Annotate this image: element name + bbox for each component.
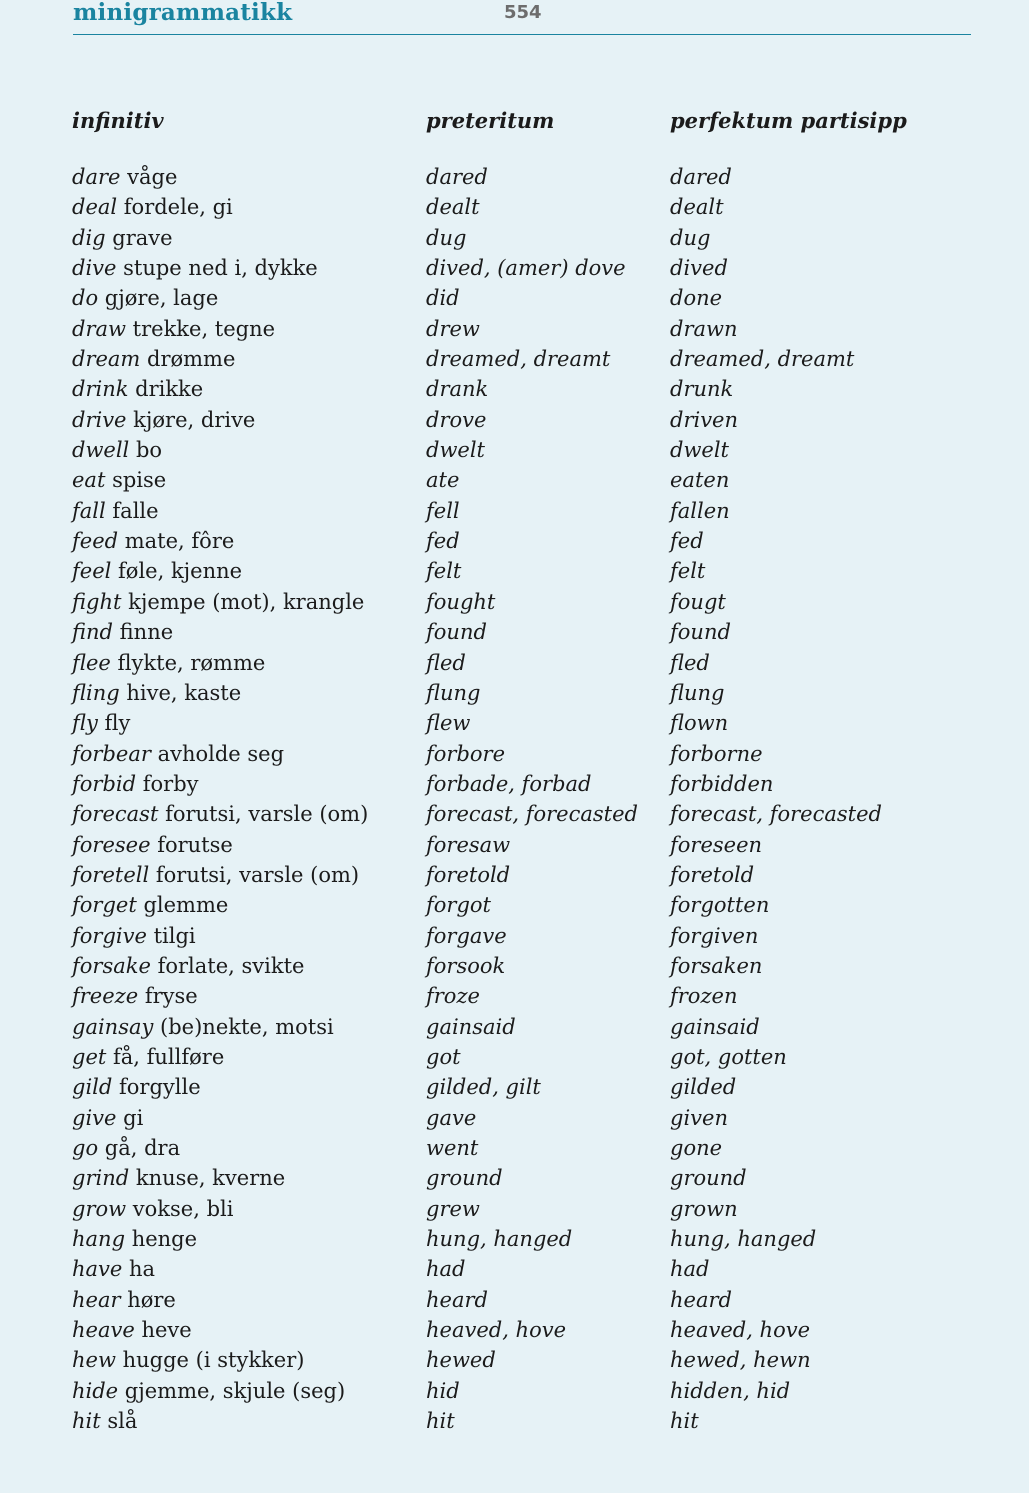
participle-cell: fed — [670, 529, 704, 554]
preterite-cell: dug — [426, 225, 467, 250]
table-row — [72, 799, 972, 829]
verb-word: grow — [72, 1196, 127, 1221]
verb-meaning: gjøre, lage — [98, 286, 219, 311]
verb-word: get — [72, 1044, 107, 1069]
preterite-cell: heard — [426, 1287, 488, 1312]
verb-word: hit — [72, 1409, 101, 1434]
infinitive-cell — [72, 556, 242, 586]
preterite-cell: hung, hanged — [426, 1227, 573, 1252]
column-header-preterite: preteritum — [426, 108, 555, 133]
participle-cell: had — [670, 1257, 710, 1282]
infinitive-cell — [72, 739, 284, 769]
column-header-infinitive: infinitiv — [72, 108, 164, 133]
table-row — [72, 1406, 972, 1436]
participle-cell: dreamed, dreamt — [670, 347, 855, 372]
preterite-cell: dealt — [426, 195, 480, 220]
infinitive-cell — [72, 678, 241, 708]
table-row — [72, 1345, 972, 1375]
table-row — [72, 981, 972, 1011]
infinitive-cell — [72, 587, 364, 617]
verb-word: forecast — [72, 802, 159, 827]
preterite-cell: forgave — [426, 923, 507, 948]
verb-meaning: forutsi, varsle (om) — [158, 802, 369, 827]
verb-word: dream — [72, 347, 141, 372]
table-row — [72, 374, 972, 404]
verb-meaning: fly — [97, 711, 131, 736]
verb-meaning: forlate, svikte — [150, 953, 305, 978]
infinitive-cell — [72, 283, 218, 313]
infinitive-cell — [72, 830, 233, 860]
participle-cell: found — [670, 620, 731, 645]
verb-meaning: kjøre, drive — [126, 407, 256, 432]
infinitive-cell — [72, 344, 235, 374]
verb-meaning: glemme — [136, 893, 229, 918]
page-number: 554 — [504, 2, 542, 23]
table-row — [72, 162, 972, 192]
verb-word: have — [72, 1257, 123, 1282]
verb-meaning: kjempe (mot), krangle — [121, 589, 365, 614]
verb-meaning: (be)nekte, motsi — [153, 1014, 334, 1039]
verb-meaning: hugge (i stykker) — [115, 1348, 305, 1373]
participle-cell: heard — [670, 1287, 732, 1312]
participle-cell: drunk — [670, 377, 734, 402]
participle-cell: dealt — [670, 195, 724, 220]
table-row — [72, 496, 972, 526]
verb-meaning: fryse — [138, 984, 198, 1009]
section-title: minigrammatikk — [73, 0, 293, 26]
infinitive-cell — [72, 617, 173, 647]
verb-word: dwell — [72, 438, 130, 463]
preterite-cell: fought — [426, 589, 496, 614]
verb-word: fling — [72, 680, 120, 705]
table-row — [72, 1072, 972, 1102]
participle-cell: frozen — [670, 984, 738, 1009]
infinitive-cell — [72, 1012, 334, 1042]
verb-meaning: henge — [125, 1227, 198, 1252]
table-row — [72, 951, 972, 981]
table-row — [72, 739, 972, 769]
preterite-cell: ate — [426, 468, 460, 493]
infinitive-cell — [72, 1224, 197, 1254]
infinitive-cell — [72, 162, 177, 192]
preterite-cell: flew — [426, 711, 471, 736]
verb-meaning: finne — [112, 620, 174, 645]
table-row — [72, 1376, 972, 1406]
preterite-cell: foretold — [426, 862, 511, 887]
verb-meaning: avholde seg — [150, 741, 285, 766]
infinitive-cell — [72, 860, 359, 890]
verb-word: heave — [72, 1318, 135, 1343]
participle-cell: flown — [670, 711, 729, 736]
infinitive-cell — [72, 253, 318, 283]
infinitive-cell — [72, 405, 255, 435]
preterite-cell: froze — [426, 984, 480, 1009]
verb-word: fight — [72, 589, 122, 614]
preterite-cell: dreamed, dreamt — [426, 347, 611, 372]
verb-meaning: falle — [105, 498, 159, 523]
preterite-cell: went — [426, 1136, 479, 1160]
participle-cell: fled — [670, 650, 710, 675]
preterite-cell: did — [426, 286, 460, 311]
verb-meaning: hive, kaste — [119, 680, 242, 705]
verb-meaning: bo — [129, 438, 163, 463]
preterite-cell: ground — [426, 1166, 503, 1191]
participle-cell: hewed, hewn — [670, 1348, 811, 1373]
infinitive-cell — [72, 1163, 285, 1193]
infinitive-cell — [72, 1072, 201, 1102]
participle-cell: dived — [670, 256, 728, 281]
verb-meaning: ha — [122, 1257, 156, 1282]
participle-cell: fougt — [670, 589, 726, 614]
table-row — [72, 1194, 972, 1224]
table-row — [72, 1042, 972, 1072]
preterite-cell: drew — [426, 316, 480, 341]
table-row — [72, 587, 972, 617]
participle-cell: forsaken — [670, 953, 763, 978]
preterite-cell: gilded, gilt — [426, 1075, 541, 1100]
participle-cell: forbidden — [670, 771, 774, 796]
verb-meaning: fordele, gi — [117, 195, 233, 220]
verb-meaning: knuse, kverne — [129, 1166, 286, 1191]
table-row — [72, 1012, 972, 1042]
infinitive-cell — [72, 1285, 176, 1315]
verb-word: do — [72, 286, 99, 311]
infinitive-cell — [72, 1254, 155, 1284]
infinitive-cell — [72, 1194, 233, 1224]
participle-cell: eaten — [670, 468, 730, 493]
verb-meaning: tilgi — [146, 923, 196, 948]
verb-meaning: spise — [105, 468, 167, 493]
preterite-cell: hewed — [426, 1348, 496, 1373]
table-row — [72, 830, 972, 860]
infinitive-cell — [72, 648, 265, 678]
verb-word: feed — [72, 529, 119, 554]
infinitive-cell — [72, 708, 130, 738]
verb-word: forbear — [72, 741, 151, 766]
infinitive-cell — [72, 1103, 143, 1133]
infinitive-cell — [72, 1345, 304, 1375]
table-row — [72, 921, 972, 951]
verb-meaning: drømme — [140, 347, 236, 372]
table-row — [72, 678, 972, 708]
participle-cell: forgiven — [670, 923, 759, 948]
participle-cell: felt — [670, 559, 706, 584]
table-row — [72, 253, 972, 283]
preterite-cell: gave — [426, 1105, 477, 1130]
table-row — [72, 1315, 972, 1345]
participle-cell: flung — [670, 680, 725, 705]
infinitive-cell — [72, 314, 275, 344]
preterite-cell: fed — [426, 529, 460, 554]
verb-meaning: gi — [116, 1105, 144, 1130]
table-row — [72, 435, 972, 465]
table-row — [72, 405, 972, 435]
verb-word: feel — [72, 559, 112, 584]
table-row — [72, 708, 972, 738]
verb-word: dare — [72, 165, 121, 189]
verb-word: flee — [72, 650, 111, 675]
verb-word: forsake — [72, 953, 151, 978]
column-header-participle: perfektum partisipp — [670, 108, 907, 133]
participle-cell: done — [670, 286, 723, 311]
table-row — [72, 617, 972, 647]
participle-cell: gainsaid — [670, 1014, 760, 1039]
verb-word: foresee — [72, 832, 151, 857]
verb-word: forget — [72, 893, 137, 918]
verb-word: grind — [72, 1166, 130, 1191]
participle-cell: gone — [670, 1136, 723, 1160]
infinitive-cell — [72, 465, 166, 495]
verb-word: drive — [72, 407, 127, 432]
table-row — [72, 1163, 972, 1193]
infinitive-cell — [72, 1376, 345, 1406]
infinitive-cell — [72, 1133, 180, 1163]
table-row — [72, 860, 972, 890]
table-row — [72, 192, 972, 222]
participle-cell: fallen — [670, 498, 730, 523]
verb-meaning: få, fullføre — [106, 1044, 225, 1069]
verb-word: dig — [72, 225, 106, 250]
verb-word: deal — [72, 195, 118, 220]
verb-meaning: heve — [134, 1318, 192, 1343]
participle-cell: foreseen — [670, 832, 763, 857]
participle-cell: dwelt — [670, 438, 730, 463]
table-row — [72, 648, 972, 678]
infinitive-cell — [72, 1042, 224, 1072]
verb-meaning: føle, kjenne — [111, 559, 243, 584]
infinitive-cell — [72, 435, 162, 465]
infinitive-cell — [72, 981, 198, 1011]
preterite-cell: forgot — [426, 893, 491, 918]
participle-cell: hit — [670, 1409, 699, 1434]
verb-word: dive — [72, 256, 117, 281]
verb-word: forbid — [72, 771, 137, 796]
verb-word: forgive — [72, 923, 147, 948]
participle-cell: heaved, hove — [670, 1318, 811, 1343]
participle-cell: driven — [670, 407, 739, 432]
verb-meaning: mate, fôre — [118, 529, 235, 554]
verb-meaning: forgylle — [112, 1075, 201, 1100]
preterite-cell: hid — [426, 1378, 460, 1403]
participle-cell: hidden, hid — [670, 1378, 791, 1403]
verb-meaning: høre — [120, 1287, 176, 1312]
preterite-cell: had — [426, 1257, 466, 1282]
preterite-cell: fell — [426, 498, 460, 523]
verb-word: hew — [72, 1348, 116, 1373]
preterite-cell: forecast, forecasted — [426, 802, 638, 827]
participle-cell: dug — [670, 225, 711, 250]
preterite-cell: forbore — [426, 741, 506, 766]
participle-cell: forgotten — [670, 893, 770, 918]
participle-cell: drawn — [670, 316, 738, 341]
verb-word: hide — [72, 1378, 119, 1403]
verb-meaning: forutse — [150, 832, 233, 857]
infinitive-cell — [72, 526, 234, 556]
verb-meaning: gå, dra — [98, 1136, 181, 1160]
preterite-cell: gainsaid — [426, 1014, 516, 1039]
table-row — [72, 890, 972, 920]
verb-word: find — [72, 620, 113, 645]
preterite-cell: foresaw — [426, 832, 511, 857]
table-row — [72, 526, 972, 556]
table-row — [72, 769, 972, 799]
preterite-cell: found — [426, 620, 487, 645]
preterite-cell: dwelt — [426, 438, 486, 463]
table-row — [72, 283, 972, 313]
preterite-cell: forbade, forbad — [426, 771, 592, 796]
verb-word: drink — [72, 377, 129, 402]
table-row — [72, 1133, 972, 1163]
infinitive-cell — [72, 496, 159, 526]
verb-word: gild — [72, 1075, 113, 1100]
participle-cell: gilded — [670, 1075, 737, 1100]
infinitive-cell — [72, 1315, 192, 1345]
infinitive-cell — [72, 1406, 137, 1436]
verb-word: give — [72, 1105, 117, 1130]
preterite-cell: fled — [426, 650, 466, 675]
table-row — [72, 223, 972, 253]
table-header-row — [72, 104, 972, 162]
preterite-cell: dared — [426, 165, 488, 189]
verb-word: draw — [72, 316, 126, 341]
preterite-cell: forsook — [426, 953, 506, 978]
infinitive-cell — [72, 374, 203, 404]
participle-cell: ground — [670, 1166, 747, 1191]
participle-cell: got, gotten — [670, 1044, 787, 1069]
verb-meaning: forutsi, varsle (om) — [149, 862, 360, 887]
verb-meaning: drikke — [128, 377, 204, 402]
verb-word: hear — [72, 1287, 121, 1312]
preterite-cell: dived, (amer) dove — [426, 256, 626, 281]
table-row — [72, 465, 972, 495]
verb-meaning: vokse, bli — [126, 1196, 234, 1221]
preterite-cell: drove — [426, 407, 487, 432]
verb-meaning: gjemme, skjule (seg) — [118, 1378, 346, 1403]
participle-cell: dared — [670, 165, 732, 189]
verb-word: fall — [72, 498, 106, 523]
infinitive-cell — [72, 921, 196, 951]
preterite-cell: felt — [426, 559, 462, 584]
table-row — [72, 1103, 972, 1133]
infinitive-cell — [72, 192, 233, 222]
participle-cell: foretold — [670, 862, 755, 887]
preterite-cell: flung — [426, 680, 481, 705]
table-row — [72, 1224, 972, 1254]
verb-word: eat — [72, 468, 106, 493]
table-row — [72, 1285, 972, 1315]
infinitive-cell — [72, 799, 368, 829]
verb-word: fly — [72, 711, 98, 736]
verb-meaning: forby — [136, 771, 199, 796]
participle-cell: forecast, forecasted — [670, 802, 882, 827]
preterite-cell: heaved, hove — [426, 1318, 567, 1343]
verb-meaning: flykte, rømme — [110, 650, 266, 675]
table-row — [72, 314, 972, 344]
verb-meaning: våge — [120, 165, 178, 189]
table-row — [72, 556, 972, 586]
participle-cell: hung, hanged — [670, 1227, 817, 1252]
verb-word: freeze — [72, 984, 139, 1009]
verb-meaning: trekke, tegne — [125, 316, 276, 341]
verb-meaning: slå — [100, 1409, 138, 1434]
participle-cell: given — [670, 1105, 728, 1130]
participle-cell: grown — [670, 1196, 738, 1221]
verb-word: foretell — [72, 862, 150, 887]
table-row — [72, 344, 972, 374]
preterite-cell: drank — [426, 377, 489, 402]
verb-word: go — [72, 1136, 99, 1160]
verb-meaning: stupe ned i, dykke — [116, 256, 318, 281]
infinitive-cell — [72, 769, 199, 799]
page-header — [73, 0, 971, 35]
infinitive-cell — [72, 890, 228, 920]
irregular-verb-table — [72, 104, 972, 1436]
preterite-cell: hit — [426, 1409, 455, 1434]
verb-word: hang — [72, 1227, 126, 1252]
participle-cell: forborne — [670, 741, 763, 766]
infinitive-cell — [72, 951, 304, 981]
preterite-cell: got — [426, 1044, 461, 1069]
table-row — [72, 1254, 972, 1284]
verb-meaning: grave — [105, 225, 173, 250]
verb-word: gainsay — [72, 1014, 154, 1039]
infinitive-cell — [72, 223, 173, 253]
preterite-cell: grew — [426, 1196, 480, 1221]
